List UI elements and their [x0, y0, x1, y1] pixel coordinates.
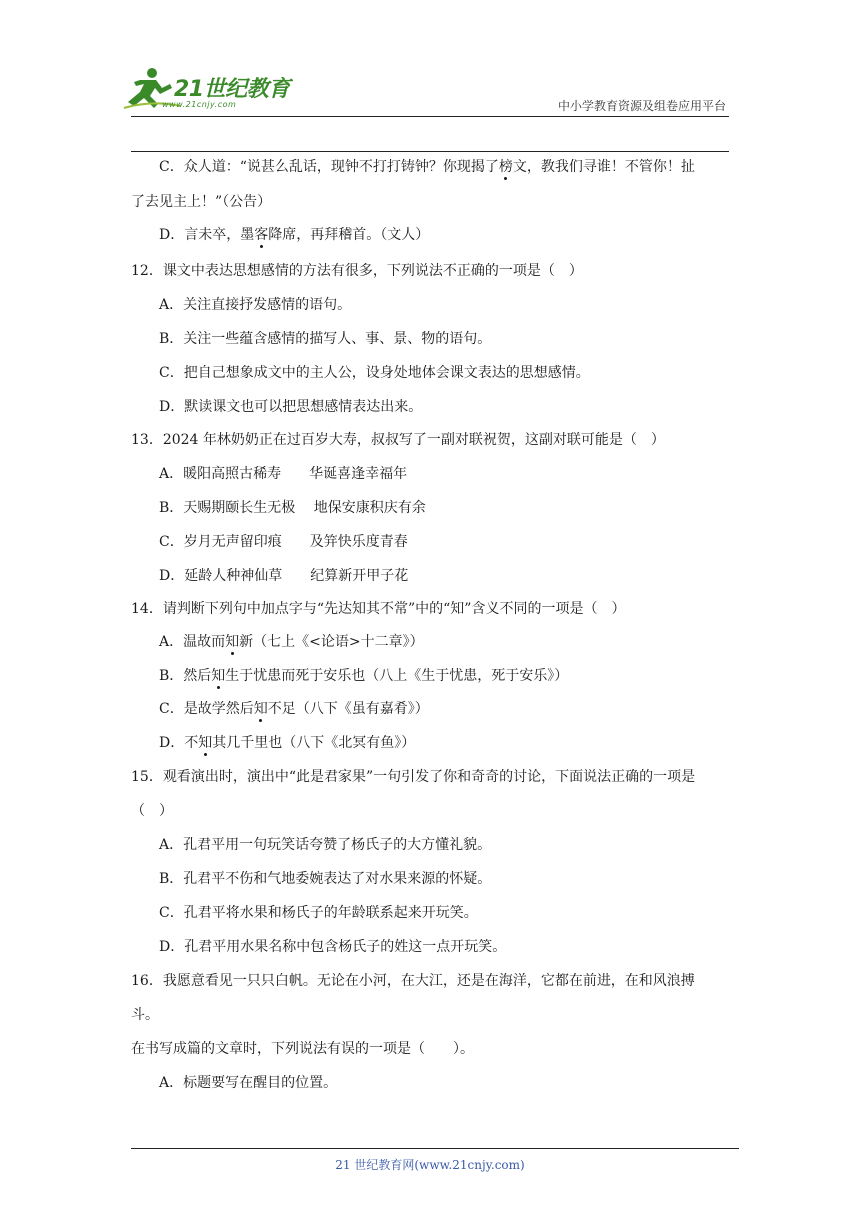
text-line — [131, 431, 665, 449]
text-segment: 降席，再拜稽首。（文人） — [268, 227, 430, 243]
text-line — [131, 600, 625, 618]
text-segment: D．不 — [159, 735, 199, 751]
text-line — [159, 296, 351, 314]
emphasis-dot-char: 知 — [211, 668, 226, 684]
text-segment: 14．请判断下列句中加点字与“先达知其不常”中的“知”含义不同的一项是（ ） — [131, 601, 626, 617]
text-segment: 15．观看演出时，演出中“此是君家果”一句引发了你和奇奇的讨论，下面说法正确的一项是 — [131, 769, 696, 785]
text-segment: C．岁月无声留印痕 及笄快乐度青春 — [159, 534, 408, 550]
text-segment: 其几千里也（八下《北冥有鱼》） — [212, 735, 416, 751]
text-line — [131, 1006, 159, 1024]
emphasis-dot-char: 知 — [225, 634, 240, 650]
text-segment: D．孔君平用水果名称中包含杨氏子的姓这一点开玩笑。 — [159, 939, 507, 955]
text-line — [159, 499, 426, 517]
emphasis-dot-char: 客 — [254, 227, 269, 243]
text-line — [159, 870, 491, 888]
text-segment: 新（七上《<论语>十二章》） — [239, 634, 424, 650]
text-line — [159, 330, 491, 348]
text-segment: 了去见主上！”（公告） — [131, 194, 272, 210]
text-segment: 墨 — [240, 227, 255, 243]
text-line — [159, 533, 408, 551]
text-line — [159, 836, 491, 854]
text-line — [159, 633, 424, 651]
text-segment: B．关注一些蕴含感情的描写人、事、景、物的语句。 — [159, 331, 492, 347]
text-segment: C．把自己想象成文中的主人公，设身处地体会课文表达的思想感情。 — [159, 365, 590, 381]
text-segment: 文，教我们寻谁！不管你！扯 — [512, 159, 695, 175]
text-line — [159, 364, 590, 382]
header-rule — [131, 116, 729, 117]
text-line — [131, 262, 583, 280]
text-segment: B．孔君平不伤和气地委婉表达了对水果来源的怀疑。 — [159, 871, 492, 887]
text-line — [159, 465, 407, 483]
text-segment: C．孔君平将水果和杨氏子的年龄联系起来开玩笑。 — [159, 905, 478, 921]
text-line — [159, 398, 422, 416]
text-segment: B．天赐期颐长生无极 地保安康积庆有余 — [159, 500, 426, 516]
text-line — [131, 1040, 474, 1058]
text-segment: 13．2024 年林奶奶正在过百岁大寿，叔叔写了一副对联祝贺，这副对联可能是（ ） — [131, 432, 665, 448]
text-line — [131, 193, 271, 211]
emphasis-dot-char: 知 — [198, 735, 213, 751]
platform-tagline: 中小学教育资源及组卷应用平台 — [557, 99, 726, 113]
emphasis-dot-char: 榜 — [498, 159, 513, 175]
text-line — [159, 226, 429, 244]
text-segment: 12．课文中表达思想感情的方法有很多，下列说法不正确的一项是（ ） — [131, 263, 583, 279]
text-segment: D．默读课文也可以把思想感情表达出来。 — [159, 399, 423, 415]
text-segment: 16．我愿意看见一只只白帆。无论在小河，在大江，还是在海洋，它都在前进，在和风浪搏 — [131, 973, 695, 989]
text-segment: A．温故而 — [159, 634, 226, 650]
text-segment: D．言未卒， — [159, 227, 241, 243]
footer-rule — [131, 1148, 739, 1149]
site-logo — [122, 66, 292, 116]
logo-url: www.21cnjy.com — [162, 100, 237, 109]
text-segment: C．是故学然后 — [159, 701, 254, 717]
text-line — [159, 1074, 337, 1092]
text-line — [159, 734, 415, 752]
text-segment: A．关注直接抒发感情的语句。 — [159, 297, 352, 313]
footer-text: 21 世纪教育网(www.21cnjy.com) — [335, 1158, 525, 1172]
text-segment: D．延龄人种神仙草 纪算新开甲子花 — [159, 568, 409, 584]
text-segment: A．标题要写在醒目的位置。 — [159, 1075, 338, 1091]
text-line — [131, 802, 173, 820]
logo-text: 21世纪教育 — [174, 77, 290, 102]
header-rule-secondary — [131, 151, 729, 152]
text-line — [159, 667, 568, 685]
text-line — [159, 158, 695, 176]
page-header — [0, 0, 860, 160]
text-line — [131, 972, 695, 990]
text-segment: A．孔君平用一句玩笑话夸赞了杨氏子的大方懂礼貌。 — [159, 837, 492, 853]
text-line — [159, 700, 429, 718]
text-segment: 不足（八下《虽有嘉肴》） — [267, 701, 429, 717]
emphasis-dot-char: 知 — [253, 701, 268, 717]
text-segment: C．众人道：“说甚么乱话，现钟不打打铸钟？你现揭了 — [159, 159, 499, 175]
text-segment: 在书写成篇的文章时，下列说法有误的一项是（ ）。 — [131, 1041, 474, 1057]
text-segment: A．暖阳高照古稀寿 华诞喜逢幸福年 — [159, 466, 408, 482]
text-segment: 生于忧患而死于安乐也（八上《生于忧患，死于安乐》） — [225, 668, 569, 684]
text-line — [131, 768, 695, 786]
text-segment: B．然后 — [159, 668, 212, 684]
text-line — [159, 938, 506, 956]
text-line — [159, 567, 408, 585]
text-line — [159, 904, 478, 922]
text-segment: （ ） — [131, 803, 173, 819]
text-segment: 斗。 — [131, 1007, 159, 1023]
